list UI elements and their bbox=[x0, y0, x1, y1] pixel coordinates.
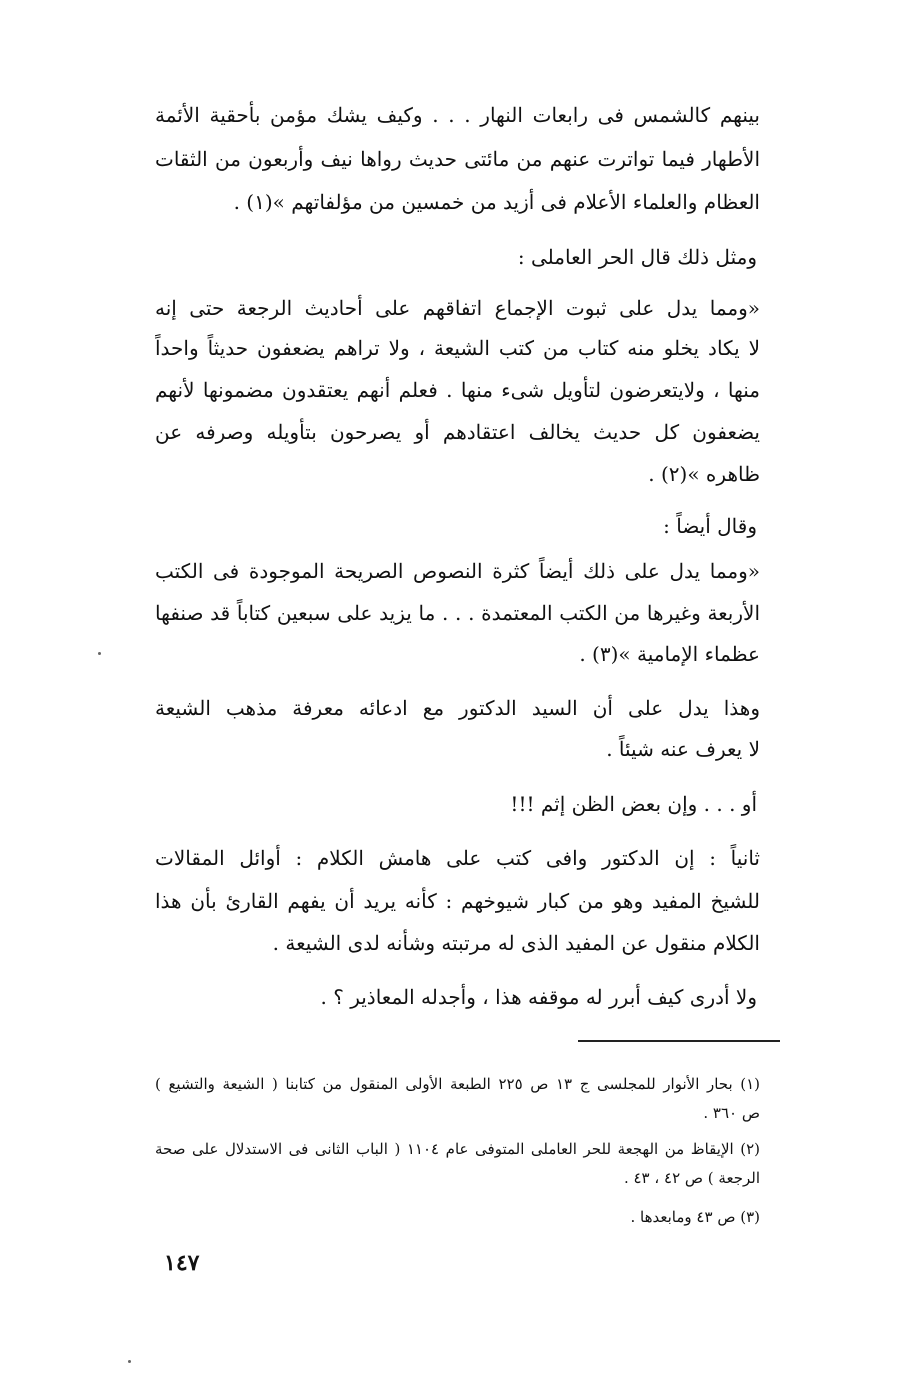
body-line-20: ولا أدرى كيف أبرر له موقفه هذا ، وأجدله المعاذير ؟ . bbox=[320, 985, 757, 1009]
body-line-3: العظام والعلماء الأعلام فى أزيد من خمسين من مؤلفاتهم »(١) . bbox=[233, 190, 760, 214]
quote-line-4: يضعفون كل حديث يخالف اعتقادهم أو يصرحون بتأويله وصرفه عن bbox=[155, 420, 760, 444]
page-number: ١٤٧ bbox=[164, 1250, 200, 1276]
footnote-3: (٣) ص ٤٣ ومابعدها . bbox=[630, 1208, 760, 1226]
body-line-19: الكلام منقول عن المفيد الذى له مرتبته وشأنه لدى الشيعة . bbox=[272, 931, 760, 955]
body-line-16: أو . . . وإن بعض الظن إثم !!! bbox=[510, 792, 757, 816]
quote-line-5: ظاهره »(٢) . bbox=[648, 462, 760, 486]
footnote-1-line-2: ص ٣٦٠ . bbox=[703, 1104, 760, 1122]
quote-line-2: لا يكاد يخلو منه كتاب من كتب الشيعة ، ولا تراهم يضعفون حديثاً واحداً bbox=[155, 336, 760, 360]
footnote-2-line-2: الرجعة ) ص ٤٢ ، ٤٣ . bbox=[623, 1169, 760, 1187]
body-line-17: ثانياً : إن الدكتور وافى كتب على هامش الكلام : أوائل المقالات bbox=[155, 846, 760, 870]
quote2-line-3: عظماء الإمامية »(٣) . bbox=[579, 642, 760, 666]
body-line-4: ومثل ذلك قال الحر العاملى : bbox=[517, 245, 757, 269]
footnote-1-line-1: (١) بحار الأنوار للمجلسى ج ١٣ ص ٢٢٥ الطبعة الأولى المنقول من كتابنا ( الشيعة والتشيع ) bbox=[155, 1075, 760, 1093]
body-line-15: لا يعرف عنه شيئاً . bbox=[606, 737, 760, 761]
quote2-line-2: الأربعة وغيرها من الكتب المعتمدة . . . ما يزيد على سبعين كتاباً قد صنفها bbox=[155, 601, 760, 625]
body-line-14: وهذا يدل على أن السيد الدكتور مع ادعائه معرفة مذهب الشيعة bbox=[155, 696, 760, 720]
paper-speck bbox=[128, 1360, 131, 1363]
body-line-1: بينهم كالشمس فى رابعات النهار . . . وكيف يشك مؤمن بأحقية الأئمة bbox=[155, 103, 760, 127]
footnote-separator bbox=[578, 1040, 780, 1042]
body-line-18: للشيخ المفيد وهو من كبار شيوخهم : كأنه يريد أن يفهم القارئ بأن هذا bbox=[155, 889, 760, 913]
body-line-2: الأطهار فيما تواترت عنهم من مائتى حديث رواها نيف وأربعون من الثقات bbox=[155, 147, 760, 171]
quote-line-3: منها ، ولايتعرضون لتأويل شىء منها . فعلم أنهم يعتقدون مضمونها لأنهم bbox=[155, 378, 760, 402]
quote-line-1: «ومما يدل على ثبوت الإجماع اتفاقهم على أحاديث الرجعة حتى إنه bbox=[155, 296, 760, 320]
footnote-2-line-1: (٢) الإيقاظ من الهجعة للحر العاملى المتوفى عام ١١٠٤ ( الباب الثانى فى الاستدلال على صحة bbox=[155, 1140, 760, 1158]
paper-speck bbox=[98, 652, 101, 655]
quote2-line-1: «ومما يدل على ذلك أيضاً كثرة النصوص الصريحة الموجودة فى الكتب bbox=[155, 559, 760, 583]
body-line-10: وقال أيضاً : bbox=[663, 514, 757, 538]
